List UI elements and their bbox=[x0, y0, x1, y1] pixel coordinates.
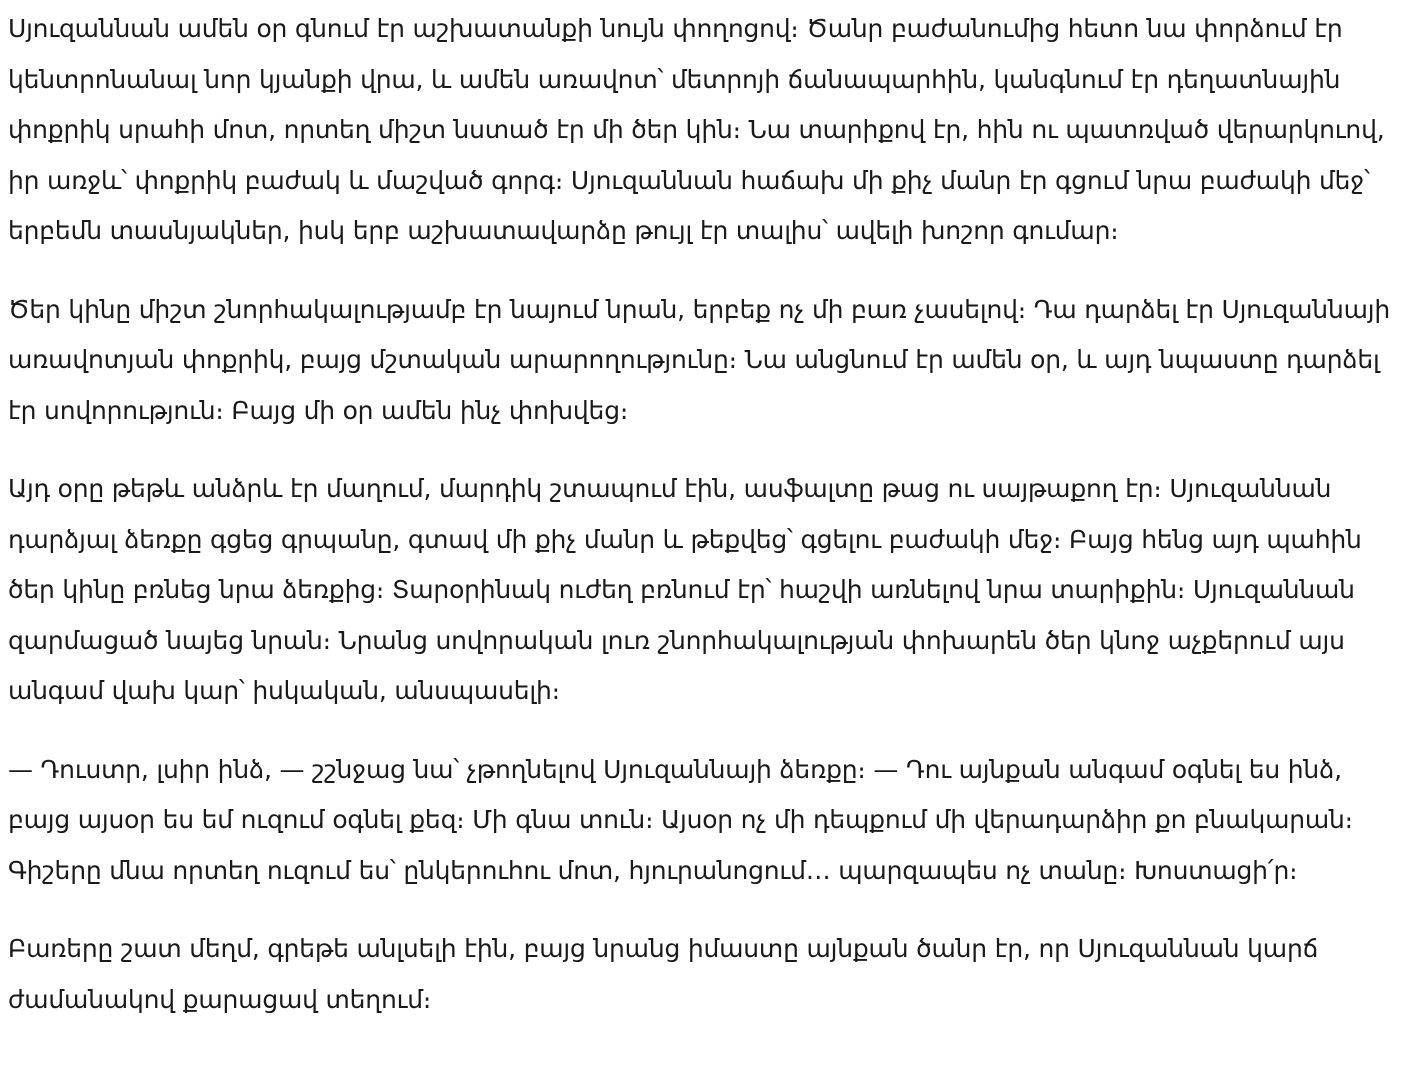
article-body bbox=[8, 0, 1408, 1053]
paragraph-1: Սյուզաննան ամեն օր գնում էր աշխատանքի նույն փողոցով։ Ծանր բաժանումից հետո նա փորձում էր կենտրոնանալ նոր կյանքի վրա, և ամեն առավոտ՝ մետրոյի ճանապարհին, կանգնում էր դեղատնային փոքրիկ սրահի մոտ, որտեղ միշտ նստած էր մի ծեր կին։ Նա տարիքով էր, հին ու պատռված վերարկուով, իր առջև՝ փոքրիկ բաժակ և մաշված գորգ։ Սյուզաննան հաճախ մի քիչ մանր էր գցում նրա բաժակի մեջ՝ երբեմն տասնյակներ, իսկ երբ աշխատավարձը թույլ էր տալիս՝ ավելի խոշոր գումար։ bbox=[8, 14, 1385, 245]
paragraph-4: — Դուստր, լսիր ինձ, — շշնջաց նա՝ չթողնելով Սյուզաննայի ձեռքը։ — Դու այնքան անգամ օգնել ես ինձ, բայց այսօր ես եմ ուզում օգնել քեզ։ Մի գնա տուն։ Այսօր ոչ մի դեպքում մի վերադարձիր քո բնակարան։ Գիշերը մնա որտեղ ուզում ես՝ ընկերուհու մոտ, հյուրանոցում… պարզապես ոչ տանը։ Խոստացի՛ր։ bbox=[8, 754, 1353, 885]
paragraph-5: Բառերը շատ մեղմ, գրեթե անլսելի էին, բայց նրանց իմաստը այնքան ծանր էր, որ Սյուզաննան կարճ ժամանակով քարացավ տեղում։ bbox=[8, 934, 1319, 1014]
paragraph-3: Այդ օրը թեթև անձրև էր մաղում, մարդիկ շտապում էին, ասֆալտը թաց ու սայթաքող էր։ Սյուզաննան դարձյալ ձեռքը գցեց գրպանը, գտավ մի քիչ մանր և թեքվեց՝ գցելու բաժակի մեջ։ Բայց հենց այդ պահին ծեր կինը բռնեց նրա ձեռքից։ Տարօրինակ ուժեղ բռնում էր՝ հաշվի առնելով նրա տարիքին։ Սյուզաննան զարմացած նայեց նրան։ Նրանց սովորական լուռ շնորհակալության փոխարեն ծեր կնոջ աչքերում այս անգամ վախ կար՝ իսկական, անսպասելի։ bbox=[8, 474, 1362, 705]
paragraph-2: Ծեր կինը միշտ շնորհակալությամբ էր նայում նրան, երբեք ոչ մի բառ չասելով։ Դա դարձել էր Սյուզաննայի առավոտյան փոքրիկ, բայց մշտական արարողությունը։ Նա անցնում էր ամեն օր, և այդ նպաստը դարձել էր սովորություն։ Բայց մի օր ամեն ինչ փոխվեց։ bbox=[8, 294, 1390, 425]
